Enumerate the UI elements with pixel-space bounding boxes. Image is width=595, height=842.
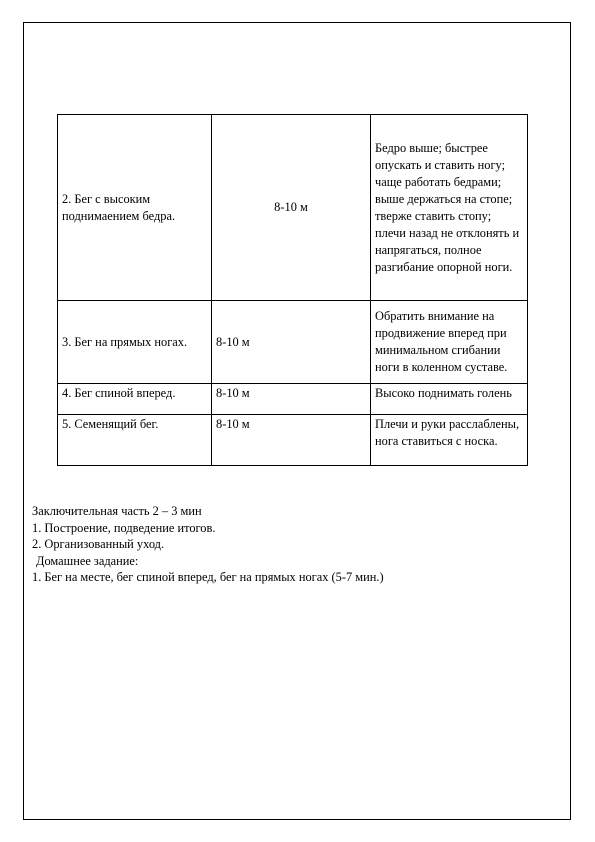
- dosage-cell: [212, 301, 371, 384]
- instructions: Высоко поднимать голень: [375, 386, 512, 400]
- instructions: Бедро выше; быстрее опускать и ставить ногу; чаще работать бедрами; выше держаться на стопе; тверже ставить стопу; плечи назад не отклонять и напрягаться, полное разгибание опорной ноги.: [375, 140, 520, 274]
- dosage: 8-10 м: [216, 386, 250, 400]
- exercise-name-cell: [58, 301, 212, 384]
- instructions: Обратить внимание на продвижение вперед при минимальном сгибании ноги в коленном суставе.: [375, 309, 508, 374]
- table-row: [58, 301, 528, 384]
- homework-item: 1. Бег на месте, бег спиной вперед, бег на прямых ногах (5-7 мин.): [32, 570, 384, 585]
- table-row: [58, 384, 528, 415]
- table-row: [58, 415, 528, 466]
- exercise-name: 2. Бег с высоким поднимаением бедра.: [62, 191, 176, 223]
- instructions-cell: [371, 115, 528, 301]
- exercise-name: 3. Бег на прямых ногах.: [62, 334, 188, 349]
- dosage-cell: [212, 115, 371, 301]
- instructions-cell: [371, 415, 528, 466]
- instructions-cell: [371, 384, 528, 415]
- dosage-cell: [212, 415, 371, 466]
- closing-item: 1. Построение, подведение итогов.: [32, 520, 216, 535]
- exercise-name: 4. Бег спиной вперед.: [62, 386, 176, 400]
- dosage: 8-10 м: [216, 334, 250, 349]
- instructions: Плечи и руки расслаблены, нога ставиться с носка.: [375, 417, 520, 448]
- closing-section: [32, 503, 562, 586]
- table-row: [58, 115, 528, 301]
- exercise-name: 5. Семенящий бег.: [62, 417, 159, 431]
- dosage: 8-10 м: [274, 200, 308, 214]
- dosage: 8-10 м: [216, 417, 250, 431]
- homework-heading: Домашнее задание:: [36, 553, 139, 568]
- instructions-cell: [371, 301, 528, 384]
- dosage-cell: [212, 384, 371, 415]
- closing-item: 2. Организованный уход.: [32, 537, 165, 552]
- closing-heading: Заключительная часть 2 – 3 мин: [32, 504, 202, 518]
- exercise-name-cell: [58, 384, 212, 415]
- exercise-name-cell: [58, 115, 212, 301]
- exercise-table: [57, 114, 528, 466]
- exercise-name-cell: [58, 415, 212, 466]
